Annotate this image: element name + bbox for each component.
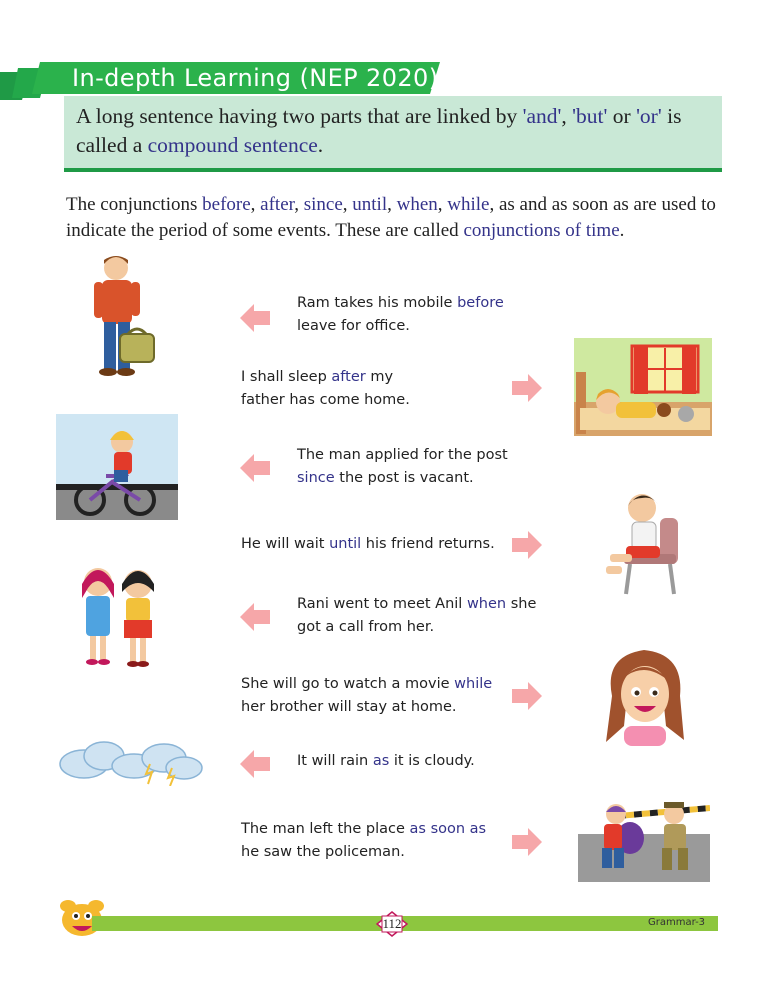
sentence-until: He will wait until his friend returns. xyxy=(241,536,495,552)
intro-paragraph: The conjunctions before, after, since, until, when, while, as and as soon as are used to indicate the period of some events. These are called conjunctions of time. xyxy=(66,194,716,241)
book-label: Grammar-3 xyxy=(648,917,706,928)
man-with-bag-illustration xyxy=(80,252,160,378)
left-arrow-icon xyxy=(240,603,270,631)
page-number: 112 xyxy=(382,916,402,931)
sleeping-girl-illustration xyxy=(574,338,712,436)
left-arrow-icon xyxy=(240,304,270,332)
right-arrow-icon xyxy=(512,374,542,402)
sentence-while: She will go to watch a movie while her brother will stay at home. xyxy=(241,676,493,715)
section-title: In-depth Learning (NEP 2020) xyxy=(72,64,439,92)
girl-face-illustration xyxy=(604,646,686,746)
right-arrow-icon xyxy=(512,531,542,559)
sentence-since: The man applied for the post since the post is vacant. xyxy=(297,447,508,486)
term-compound-sentence: compound sentence xyxy=(147,133,318,157)
sentence-after: I shall sleep after my father has come home. xyxy=(241,369,410,408)
clouds-illustration xyxy=(54,734,204,786)
left-arrow-icon xyxy=(240,454,270,482)
boy-on-bicycle-illustration xyxy=(56,414,178,520)
right-arrow-icon xyxy=(512,828,542,856)
sentence-when: Rani went to meet Anil when she got a call from her. xyxy=(297,596,537,635)
sentence-as-soon-as: The man left the place as soon as he saw the policeman. xyxy=(241,821,487,860)
boy-on-chair-illustration xyxy=(600,488,690,596)
sentence-as: It will rain as it is cloudy. xyxy=(297,753,475,769)
thief-and-policeman-illustration xyxy=(578,798,710,882)
sentence-before: Ram takes his mobile before leave for office. xyxy=(297,295,504,334)
two-girls-illustration xyxy=(70,562,166,670)
definition-text: A long sentence having two parts that are linked by 'and', 'but' or 'or' is called a compound sentence. xyxy=(76,104,682,157)
left-arrow-icon xyxy=(240,750,270,778)
right-arrow-icon xyxy=(512,682,542,710)
